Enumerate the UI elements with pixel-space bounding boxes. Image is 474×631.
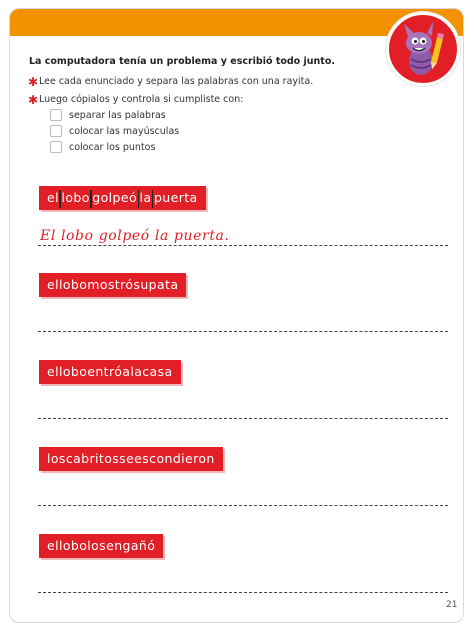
checklist-item[interactable] bbox=[50, 109, 166, 121]
checkbox-icon[interactable] bbox=[50, 109, 62, 121]
answer-line-4[interactable] bbox=[38, 505, 448, 506]
answer-line-1[interactable] bbox=[38, 245, 448, 246]
checkbox-icon[interactable] bbox=[50, 125, 62, 137]
sample-answer: El lobo golpeó la puerta. bbox=[40, 228, 230, 244]
wolf-mascot-icon bbox=[389, 15, 457, 83]
intro-text: La computadora tenía un problema y escribió todo junto. bbox=[29, 56, 335, 67]
asterisk-icon: ✱ bbox=[28, 93, 39, 107]
word-segment: lobo bbox=[61, 190, 90, 205]
checklist-item[interactable] bbox=[50, 125, 179, 137]
exercise-sentence-5 bbox=[39, 534, 163, 558]
exercise-sentence-1 bbox=[39, 186, 206, 210]
checklist-label: separar las palabras bbox=[69, 109, 166, 121]
answer-line-3[interactable] bbox=[38, 418, 448, 419]
word-segment: el bbox=[47, 190, 59, 205]
instruction-1-text: Lee cada enunciado y separa las palabras con una rayita. bbox=[39, 76, 314, 87]
word-segment: loscabritosseescondieron bbox=[47, 451, 215, 466]
asterisk-icon: ✱ bbox=[28, 75, 39, 89]
instruction-1 bbox=[28, 75, 314, 89]
separator-mark bbox=[138, 190, 140, 208]
answer-line-2[interactable] bbox=[38, 331, 448, 332]
word-segment: ellobolosengañó bbox=[47, 538, 156, 553]
instruction-2 bbox=[28, 93, 244, 107]
exercise-sentence-4 bbox=[39, 447, 223, 471]
checklist-item[interactable] bbox=[50, 141, 155, 153]
checklist-label: colocar los puntos bbox=[69, 141, 156, 153]
checkbox-icon[interactable] bbox=[50, 141, 62, 153]
page-number: 21 bbox=[446, 600, 458, 610]
word-segment: puerta bbox=[153, 190, 198, 205]
instruction-2-text: Luego cópialos y controla si cumpliste con: bbox=[39, 94, 244, 105]
answer-line-5[interactable] bbox=[38, 592, 448, 593]
word-segment: elloboentróalacasa bbox=[47, 364, 173, 379]
word-segment: la bbox=[139, 190, 152, 205]
word-segment: ellobomostrósupata bbox=[47, 277, 179, 292]
checklist-label: colocar las mayúsculas bbox=[69, 125, 180, 137]
exercise-sentence-3 bbox=[39, 360, 181, 384]
word-segment: golpeó bbox=[92, 190, 138, 205]
exercise-sentence-2 bbox=[39, 273, 186, 297]
mascot-badge bbox=[386, 12, 460, 86]
